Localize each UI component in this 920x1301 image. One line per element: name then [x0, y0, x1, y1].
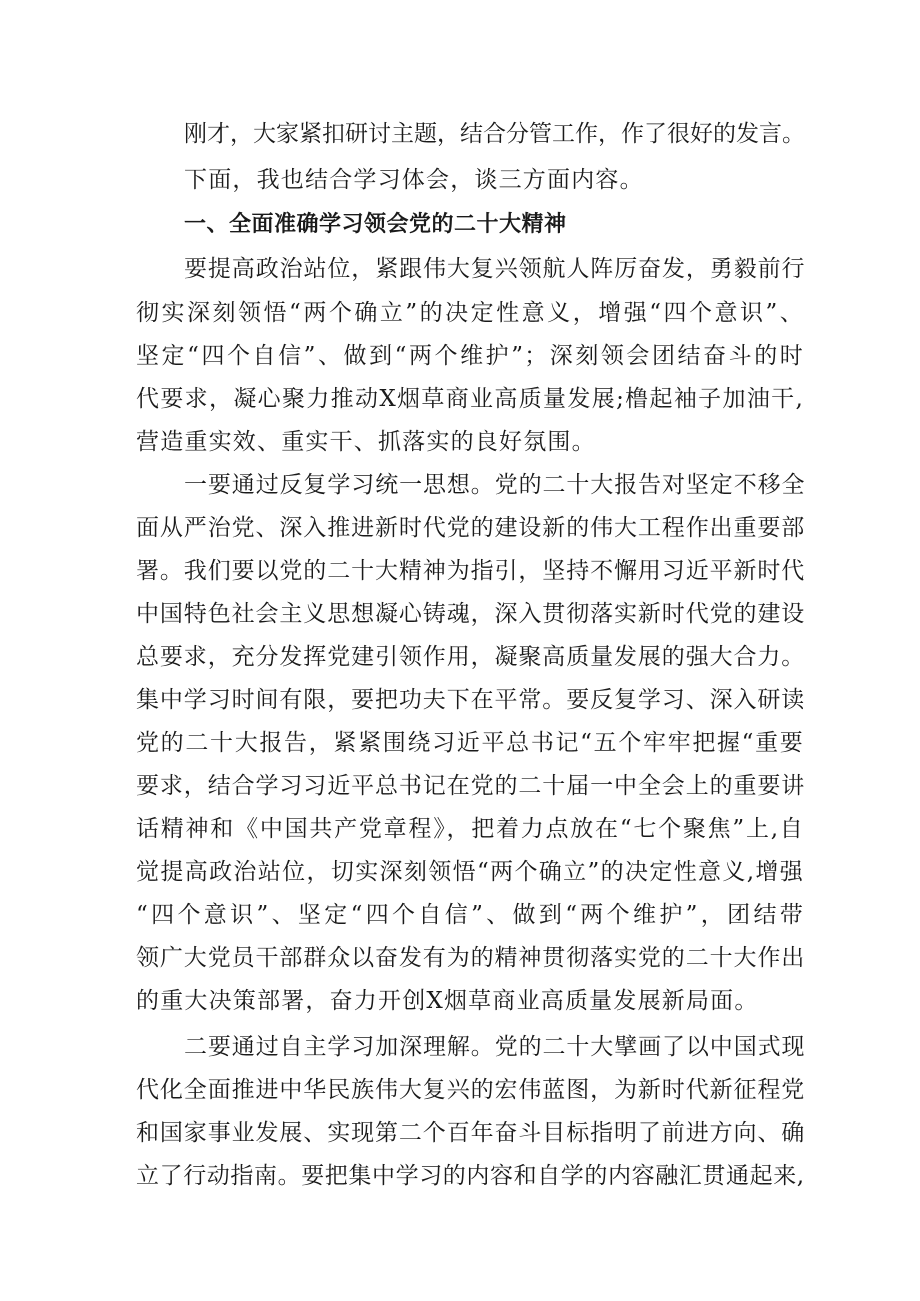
para1-line-2: 彻实深刻领悟“两个确立”的决定性意义，增强“四个意识”、	[136, 300, 804, 326]
para2-line-7: 党的二十大报告，紧紧围绕习近平总书记“五个牢牢把握“重要	[136, 730, 804, 756]
para3-line-3: 和国家事业发展、实现第二个百年奋斗目标指明了前进方向、确	[136, 1120, 806, 1146]
para2-line-6: 集中学习时间有限，要把功夫下在平常。要反复学习、深入研读	[136, 687, 806, 713]
para2-line-10: 觉提高政治站位，切实深刻领悟“两个确立”的决定性意义,增强	[136, 859, 804, 885]
para2-line-11: “四个意识”、坚定“四个自信”、做到“两个维护”，团结带	[136, 902, 804, 928]
para2-line-5: 总要求，充分发挥党建引领作用，凝聚高质量发展的强大合力。	[136, 644, 806, 670]
para3-line-1: 二要通过自主学习加深理解。党的二十大擘画了以中国式现	[184, 1034, 806, 1060]
para2-line-8: 要求，结合学习习近平总书记在党的二十届一中全会上的重要讲	[136, 773, 806, 799]
intro-line-1: 刚才，大家紧扣研讨主题，结合分管工作，作了很好的发言。	[184, 121, 805, 147]
para1-line-5: 营造重实效、重实干、抓落实的良好氛围。	[136, 429, 596, 455]
para2-line-4: 中国特色社会主义思想凝心铸魂，深入贯彻落实新时代党的建设	[136, 601, 806, 627]
para3-line-2: 代化全面推进中华民族伟大复兴的宏伟蓝图，为新时代新征程党	[136, 1077, 806, 1103]
para2-line-13: 的重大决策部署，奋力开创X烟草商业高质量发展新局面。	[136, 988, 759, 1014]
para2-line-9: 话精神和《中国共产党章程》，把着力点放在“七个聚焦”上,自	[136, 816, 804, 842]
para2-line-2: 面从严治党、深入推进新时代党的建设新的伟大工程作出重要部	[136, 515, 806, 541]
para2-line-3: 署。我们要以党的二十大精神为指引，坚持不懈用习近平新时代	[136, 558, 806, 584]
para1-line-1: 要提高政治站位，紧跟伟大复兴领航人阵厉奋发，勇毅前行	[184, 256, 806, 282]
para3-line-4: 立了行动指南。要把集中学习的内容和自学的内容融汇贯通起来,	[136, 1163, 805, 1189]
para2-line-12: 领广大党员干部群众以奋发有为的精神贯彻落实党的二十大作出	[136, 945, 806, 971]
para2-line-1: 一要通过反复学习统一思想。党的二十大报告对坚定不移全	[184, 472, 806, 498]
intro-line-2: 下面，我也结合学习体会，谈三方面内容。	[184, 167, 644, 193]
section-heading: 一、全面准确学习领会党的二十大精神	[184, 212, 567, 237]
para1-line-4: 代要求，凝心聚力推动X烟草商业高质量发展;橹起袖子加油干,	[136, 386, 804, 412]
para1-line-3: 坚定“四个自信”、做到“两个维护”；深刻领会团结奋斗的时	[136, 343, 804, 369]
